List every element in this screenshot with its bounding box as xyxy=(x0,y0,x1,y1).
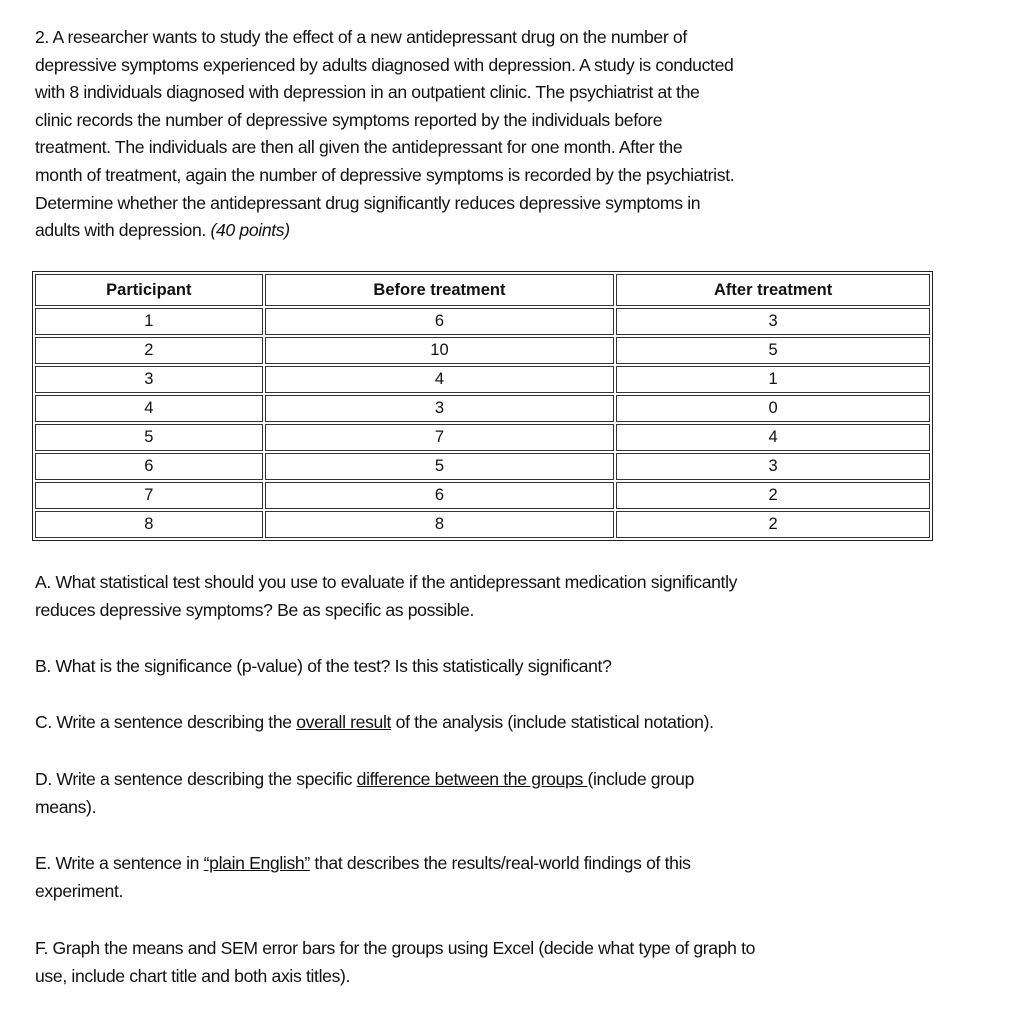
question-d-text: D. Write a sentence describing the specific xyxy=(35,769,357,789)
table-row xyxy=(35,308,930,335)
before-cell: 7 xyxy=(265,424,615,451)
question-e-text: that describes the results/real-world findings of this xyxy=(309,853,691,873)
header-before: Before treatment xyxy=(265,274,615,306)
table-row xyxy=(35,337,930,364)
before-cell: 5 xyxy=(265,453,615,480)
participant-cell: 7 xyxy=(35,482,263,509)
intro-line: treatment. The individuals are then all given the antidepressant for one month. After the xyxy=(35,137,683,158)
table-row xyxy=(35,511,930,538)
table-row xyxy=(35,424,930,451)
question-f-line: use, include chart title and both axis titles). xyxy=(35,965,351,986)
after-cell: 3 xyxy=(616,453,930,480)
question-c-text: C. Write a sentence describing the xyxy=(35,712,297,732)
before-cell: 6 xyxy=(265,308,615,335)
question-d-emphasis: difference between the groups xyxy=(356,769,588,789)
participant-cell: 1 xyxy=(35,308,263,335)
header-after: After treatment xyxy=(616,274,930,306)
question-d xyxy=(35,766,694,821)
table-row xyxy=(35,482,930,509)
header-participant: Participant xyxy=(35,274,263,306)
question-e-text: E. Write a sentence in xyxy=(35,853,204,873)
problem-statement xyxy=(35,24,734,245)
participant-cell: 5 xyxy=(35,424,263,451)
intro-line: 2. A researcher wants to study the effect of a new antidepressant drug on the number of xyxy=(35,27,687,47)
question-c-text: of the analysis (include statistical notation). xyxy=(391,712,714,732)
after-cell: 5 xyxy=(616,337,930,364)
intro-line: adults with depression. xyxy=(35,220,211,241)
after-cell: 2 xyxy=(616,482,930,509)
table-row xyxy=(35,366,930,393)
question-a-line: reduces depressive symptoms? Be as specific as possible. xyxy=(35,599,475,620)
question-a xyxy=(35,569,737,624)
data-table xyxy=(32,271,933,541)
before-cell: 3 xyxy=(265,395,615,422)
before-cell: 4 xyxy=(265,366,615,393)
participant-cell: 2 xyxy=(35,337,263,364)
after-cell: 4 xyxy=(616,424,930,451)
question-e-emphasis: “plain English” xyxy=(203,853,310,873)
intro-line: Determine whether the antidepressant drug significantly reduces depressive symptoms in xyxy=(35,192,701,213)
before-cell: 10 xyxy=(265,337,615,364)
question-c xyxy=(35,709,714,737)
intro-line: with 8 individuals diagnosed with depression in an outpatient clinic. The psychiatrist at the xyxy=(35,82,700,103)
intro-line: depressive symptoms experienced by adults diagnosed with depression. A study is conducted xyxy=(35,54,734,75)
after-cell: 1 xyxy=(616,366,930,393)
participant-cell: 8 xyxy=(35,511,263,538)
participant-cell: 3 xyxy=(35,366,263,393)
before-cell: 6 xyxy=(265,482,615,509)
points-label: (40 points) xyxy=(210,220,290,241)
question-e-text: experiment. xyxy=(35,880,124,901)
question-c-emphasis: overall result xyxy=(296,712,392,732)
after-cell: 3 xyxy=(616,308,930,335)
question-a-line: A. What statistical test should you use to evaluate if the antidepressant medication significantly xyxy=(35,572,738,592)
participant-cell: 6 xyxy=(35,453,263,480)
after-cell: 2 xyxy=(616,511,930,538)
intro-line: month of treatment, again the number of depressive symptoms is recorded by the psychiatrist. xyxy=(35,164,735,185)
table-row xyxy=(35,395,930,422)
question-f-line: F. Graph the means and SEM error bars for the groups using Excel (decide what type of graph to xyxy=(35,938,756,958)
question-d-text: means). xyxy=(35,796,97,817)
table-row xyxy=(35,453,930,480)
question-e xyxy=(35,850,691,905)
question-d-text: (include group xyxy=(587,769,695,789)
participant-cell: 4 xyxy=(35,395,263,422)
after-cell: 0 xyxy=(616,395,930,422)
question-b: B. What is the significance (p-value) of the test? Is this statistically significant? xyxy=(35,656,612,676)
question-f xyxy=(35,935,755,990)
before-cell: 8 xyxy=(265,511,615,538)
intro-line: clinic records the number of depressive symptoms reported by the individuals before xyxy=(35,109,663,130)
